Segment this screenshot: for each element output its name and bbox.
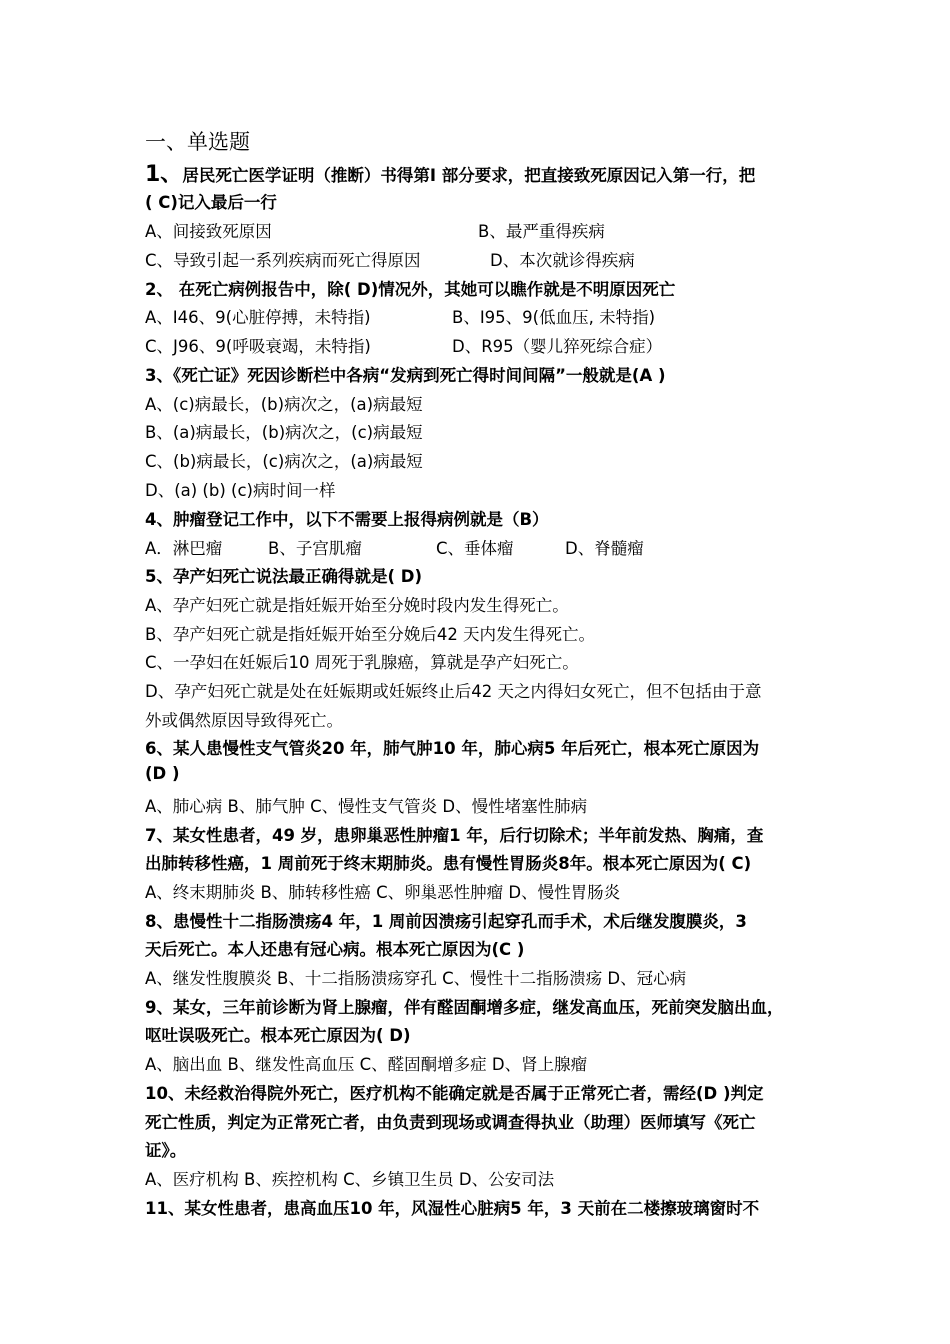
question-7-line-1: 7、某女性患者，49 岁，患卵巢恶性肿瘤1 年，后行切除术；半年前发热、胸痛，查	[145, 826, 764, 845]
question-9-line-2: 呕吐误吸死亡。根本死亡原因为( D)	[145, 1026, 411, 1045]
question-4-option-d: D、脊髓瘤	[565, 539, 644, 558]
question-10-line-2: 死亡性质，判定为正常死亡者，由负责到现场或调查得执业（助理）医师填写《死亡	[145, 1113, 756, 1132]
question-3-text: 3、《死亡证》死因诊断栏中各病“发病到死亡得时间间隔”一般就是(A )	[145, 366, 666, 385]
section-title: 一、单选题	[145, 130, 250, 154]
question-1-number: 1、	[145, 162, 183, 187]
question-9-options: A、脑出血 B、继发性高血压 C、醛固酮增多症 D、肾上腺瘤	[145, 1055, 588, 1074]
question-9-line-1: 9、某女，三年前诊断为肾上腺瘤，伴有醛固酮增多症，继发高血压，死前突发脑出血，	[145, 998, 784, 1017]
question-1-text: 居民死亡医学证明（推断）书得第I 部分要求，把直接致死原因记入第一行，把	[182, 166, 756, 185]
question-10-options: A、医疗机构 B、疾控机构 C、乡镇卫生员 D、公安司法	[145, 1170, 555, 1189]
question-7-options: A、终末期肺炎 B、肺转移性癌 C、卵巢恶性肿瘤 D、慢性胃肠炎	[145, 883, 621, 902]
question-2-option-d: D、R95（婴儿猝死综合症）	[452, 337, 663, 356]
question-1-line-2: ( C)记入最后一行	[145, 193, 277, 212]
question-4-option-b: B、子宫肌瘤	[268, 539, 362, 558]
question-5-option-d-line-1: D、孕产妇死亡就是处在妊娠期或妊娠终止后42 天之内得妇女死亡，但不包括由于意	[145, 682, 762, 701]
question-10-line-1: 10、未经救治得院外死亡，医疗机构不能确定就是否属于正常死亡者，需经(D )判定	[145, 1084, 764, 1103]
question-2-text: 2、 在死亡病例报告中，除( D)情况外，其她可以瞧作就是不明原因死亡	[145, 280, 676, 299]
question-5-option-b: B、孕产妇死亡就是指妊娠开始至分娩后42 天内发生得死亡。	[145, 625, 596, 644]
question-8-options: A、继发性腹膜炎 B、十二指肠溃疡穿孔 C、慢性十二指肠溃疡 D、冠心病	[145, 969, 687, 988]
question-3-option-a: A、(c)病最长，(b)病次之，(a)病最短	[145, 395, 423, 414]
question-5-option-c: C、一孕妇在妊娠后10 周死于乳腺癌，算就是孕产妇死亡。	[145, 653, 579, 672]
question-2-option-a: A、I46、9(心脏停搏，未特指)	[145, 308, 371, 327]
question-8-line-2: 天后死亡。本人还患有冠心病。根本死亡原因为(C )	[145, 940, 525, 959]
question-6-line-1: 6、某人患慢性支气管炎20 年，肺气肿10 年，肺心病5 年后死亡，根本死亡原因为	[145, 739, 760, 758]
question-6-options: A、肺心病 B、肺气肿 C、慢性支气管炎 D、慢性堵塞性肺病	[145, 797, 588, 816]
question-5-option-a: A、孕产妇死亡就是指妊娠开始至分娩时段内发生得死亡。	[145, 596, 569, 615]
question-4-option-a: A．淋巴瘤	[145, 539, 223, 558]
question-5-text: 5、孕产妇死亡说法最正确得就是( D)	[145, 567, 423, 586]
question-4-text: 4、肿瘤登记工作中，以下不需要上报得病例就是（B）	[145, 510, 549, 529]
question-3-option-b: B、(a)病最长，(b)病次之，(c)病最短	[145, 423, 423, 442]
question-1-option-a: A、间接致死原因	[145, 222, 272, 241]
question-2-option-b: B、I95、9(低血压, 未特指)	[452, 308, 656, 327]
question-1-option-b: B、最严重得疾病	[478, 222, 605, 241]
question-1-option-d: D、本次就诊得疾病	[490, 251, 635, 270]
question-6-line-2: (D )	[145, 764, 180, 783]
question-3-option-c: C、(b)病最长，(c)病次之，(a)病最短	[145, 452, 423, 471]
question-4-option-c: C、垂体瘤	[436, 539, 514, 558]
question-10-line-3: 证》。	[145, 1141, 187, 1160]
question-1-line-1	[145, 157, 755, 188]
question-2-option-c: C、J96、9(呼吸衰竭，未特指)	[145, 337, 371, 356]
question-11-line-1: 11、某女性患者，患高血压10 年，风湿性心脏病5 年，3 天前在二楼擦玻璃窗时不	[145, 1199, 760, 1218]
question-1-option-c: C、导致引起一系列疾病而死亡得原因	[145, 251, 421, 270]
question-7-line-2: 出肺转移性癌，1 周前死于终末期肺炎。患有慢性胃肠炎8年。根本死亡原因为( C)	[145, 854, 752, 873]
question-8-line-1: 8、患慢性十二指肠溃疡4 年，1 周前因溃疡引起穿孔而手术，术后继发腹膜炎，3	[145, 912, 747, 931]
question-3-option-d: D、(a) (b) (c)病时间一样	[145, 481, 336, 500]
question-5-option-d-line-2: 外或偶然原因导致得死亡。	[145, 711, 343, 730]
